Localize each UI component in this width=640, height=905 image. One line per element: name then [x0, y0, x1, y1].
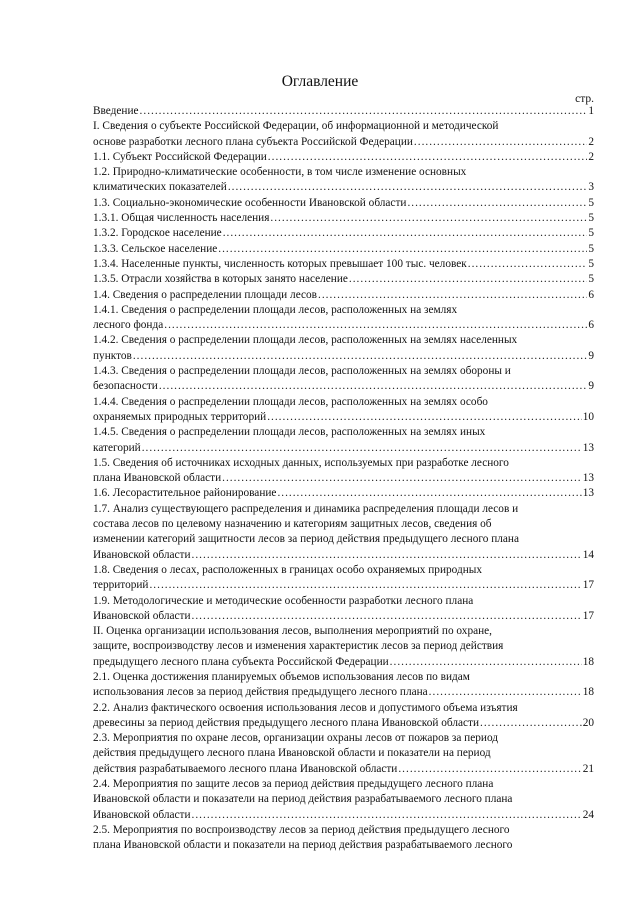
toc-page-number: 18 — [582, 655, 594, 668]
toc-entry-text: 1.3. Социально-экономические особенности Ивановской области — [93, 196, 407, 209]
toc-line — [93, 655, 594, 670]
toc-line — [93, 150, 594, 165]
toc-entry-text: Введение — [93, 105, 139, 117]
toc-leader-dots — [349, 272, 587, 287]
toc-page-number: 5 — [588, 257, 594, 270]
toc-page-number: 5 — [588, 273, 594, 286]
toc-entry-text: 1.3.2. Городское население — [93, 227, 222, 240]
toc-entry-text: II. Оценка организации использования лесов, выполнения мероприятий по охране, — [93, 625, 492, 638]
toc-entry-text: лесного фонда — [93, 319, 164, 332]
toc-line — [93, 257, 594, 272]
toc-leader-dots — [414, 135, 587, 150]
toc-line — [93, 578, 594, 593]
toc-entry-text: 1.1. Субъект Российской Федерации — [93, 150, 267, 163]
toc-entry-text: использования лесов за период действия предыдущего лесного плана — [93, 686, 428, 699]
toc-entry-text: 1.3.1. Общая численность населения — [93, 212, 270, 225]
toc-line — [93, 716, 594, 731]
toc-leader-dots — [142, 441, 582, 456]
toc-line — [93, 808, 594, 823]
toc-page-number: 21 — [582, 762, 594, 775]
toc-entry-text: 1.3.4. Населенные пункты, численность которых превышает 100 тыс. человек — [93, 257, 467, 270]
toc-entry-text: плана Ивановской области и показатели на период действия разрабатываемого лесного — [93, 839, 513, 852]
toc-line — [93, 318, 594, 333]
toc-page-number: 6 — [588, 319, 594, 332]
toc-leader-dots — [140, 104, 588, 119]
toc-page-number: 13 — [582, 487, 594, 500]
toc-page-number: 5 — [588, 227, 594, 240]
toc-leader-dots — [407, 196, 587, 211]
toc-entry-text: 1.9. Методологические и методические особенности разработки лесного плана — [93, 594, 474, 607]
toc-entry-text: Ивановской области и показатели на период действия разрабатываемого лесного плана — [93, 793, 513, 806]
toc-line — [93, 242, 594, 257]
toc-page-number: 1 — [588, 105, 594, 117]
toc-leader-dots — [268, 150, 588, 165]
toc-page-number: 2 — [588, 150, 594, 163]
toc-page-number: 17 — [582, 579, 594, 592]
toc-line — [93, 486, 594, 501]
toc-line — [93, 226, 594, 241]
toc-leader-dots — [222, 471, 582, 486]
toc-line — [93, 379, 594, 394]
toc-page-number: 9 — [588, 380, 594, 393]
toc-leader-dots — [228, 180, 588, 195]
toc-page-number: 18 — [582, 686, 594, 699]
toc-line — [93, 104, 594, 119]
toc-leader-dots — [149, 578, 581, 593]
toc-entry-text: категорий — [93, 441, 141, 454]
toc-entry-text: пунктов — [93, 349, 132, 362]
toc-page-number: 3 — [588, 181, 594, 194]
toc-entry-text: 1.4.2. Сведения о распределении площади лесов, расположенных на землях населенных — [93, 334, 518, 347]
toc-leader-dots — [468, 257, 588, 272]
toc-entry-text: охраняемых природных территорий — [93, 410, 267, 423]
toc-page-number: 20 — [582, 716, 594, 729]
toc-line — [93, 441, 594, 456]
toc-entry-text: древесины за период действия предыдущего лесного плана Ивановской области — [93, 716, 480, 729]
toc-leader-dots — [218, 242, 587, 257]
toc-page-number: 5 — [588, 196, 594, 209]
toc-line — [93, 180, 594, 195]
toc-page-number: 17 — [582, 609, 594, 622]
toc-page-number: 5 — [588, 212, 594, 225]
toc-entry-text: Ивановской области — [93, 548, 191, 561]
toc-entry-text: 1.4.5. Сведения о распределении площади лесов, расположенных на землях иных — [93, 426, 486, 439]
toc-line — [93, 288, 594, 303]
toc-entry-text: 2.5. Мероприятия по воспроизводству лесов за период действия предыдущего лесного — [93, 823, 510, 836]
toc-leader-dots — [318, 288, 587, 303]
toc-entry-text: защите, воспроизводству лесов и изменения характеристик лесов за период действия — [93, 640, 504, 653]
toc-line — [93, 762, 594, 777]
toc-leader-dots — [277, 486, 581, 501]
toc-entry-text: территорий — [93, 579, 149, 592]
toc-entry-text: 1.2. Природно-климатические особенности, в том числе изменение основных — [93, 166, 467, 179]
toc-page-number: 5 — [588, 242, 594, 255]
toc-leader-dots — [159, 379, 588, 394]
toc-entry-text: предыдущего лесного плана субъекта Российской Федерации — [93, 655, 389, 668]
toc-entry-text: Ивановской области — [93, 808, 191, 821]
toc-page-number: 2 — [588, 135, 594, 148]
toc-line — [93, 471, 594, 486]
toc-entry-text: 1.8. Сведения о лесах, расположенных в границах особо охраняемых природных — [93, 563, 483, 576]
toc-entry-text: действия предыдущего лесного плана Ивановской области и показатели на период — [93, 747, 491, 760]
toc-line — [93, 135, 594, 150]
toc-leader-dots — [133, 349, 587, 364]
toc-leader-dots — [223, 226, 588, 241]
toc-page-number: 10 — [582, 410, 594, 423]
toc-entry-text: 1.3.5. Отрасли хозяйства в которых занято население — [93, 273, 348, 286]
toc-entry-text: состава лесов по целевому назначению и категориям защитных лесов, сведения об — [93, 518, 492, 531]
toc-line — [93, 410, 594, 425]
toc-entry-text: 2.3. Мероприятия по охране лесов, организации охраны лесов от пожаров за период — [93, 732, 499, 745]
toc-page-number: 6 — [588, 288, 594, 301]
toc-page-number: 14 — [582, 548, 594, 561]
toc-entry-text: плана Ивановской области — [93, 472, 222, 485]
toc-entry-text: действия разрабатываемого лесного плана Ивановской области — [93, 762, 398, 775]
toc-line — [93, 272, 594, 287]
toc-entry-text: 1.4.4. Сведения о распределении площади лесов, расположенных на землях особо — [93, 395, 488, 408]
toc-line — [93, 349, 594, 364]
toc-entry-text: климатических показателей — [93, 181, 227, 194]
page-column-label: стр. — [575, 93, 594, 105]
toc-entry-text: 2.4. Мероприятия по защите лесов за период действия предыдущего лесного плана — [93, 778, 494, 791]
toc-entry-text: Ивановской области — [93, 609, 191, 622]
toc-entry-text: 1.3.3. Сельское население — [93, 242, 218, 255]
toc-entry-text: 1.4.3. Сведения о распределении площади лесов, расположенных на землях обороны и — [93, 365, 511, 378]
toc-page-number: 24 — [582, 808, 594, 821]
toc-leader-dots — [429, 685, 582, 700]
toc-page-number: 9 — [588, 349, 594, 362]
toc-entry-text: изменении категорий защитности лесов за период действия предыдущего лесного плана — [93, 533, 519, 546]
toc-line — [93, 211, 594, 226]
toc-leader-dots — [192, 808, 582, 823]
toc-entry-text: безопасности — [93, 380, 158, 393]
toc-line — [93, 609, 594, 624]
toc-line — [93, 548, 594, 563]
toc-leader-dots — [270, 211, 587, 226]
toc-leader-dots — [192, 609, 582, 624]
toc-leader-dots — [164, 318, 587, 333]
toc-page-number: 13 — [582, 441, 594, 454]
toc-entry-text: 1.6. Лесорастительное районирование — [93, 487, 277, 500]
toc-leader-dots — [398, 762, 581, 777]
toc-entry-text: 1.5. Сведения об источниках исходных данных, используемых при разработке лесного — [93, 456, 509, 469]
toc-leader-dots — [480, 716, 582, 731]
toc-line — [93, 685, 594, 700]
toc-line — [93, 196, 594, 211]
toc-leader-dots — [192, 548, 582, 563]
toc-entry-text: I. Сведения о субъекте Российской Федерации, об информационной и методической — [93, 120, 499, 133]
toc-entry-text: основе разработки лесного плана субъекта Российской Федерации — [93, 135, 413, 148]
toc-entry-text: 1.4.1. Сведения о распределении площади лесов, расположенных на землях — [93, 303, 458, 316]
table-of-contents — [93, 104, 594, 854]
toc-page-number: 13 — [582, 472, 594, 485]
toc-entry-text: 1.7. Анализ существующего распределения и динамика распределения площади лесов и — [93, 502, 519, 515]
toc-entry-text: 2.1. Оценка достижения планируемых объемов использования лесов по видам — [93, 670, 470, 683]
toc-leader-dots — [390, 655, 582, 670]
page-title: Оглавление — [281, 73, 359, 90]
toc-entry-text: 2.2. Анализ фактического освоения использования лесов и допустимого объема изъятия — [93, 701, 518, 714]
toc-leader-dots — [267, 410, 582, 425]
toc-entry-text: 1.4. Сведения о распределении площади лесов — [93, 288, 317, 301]
